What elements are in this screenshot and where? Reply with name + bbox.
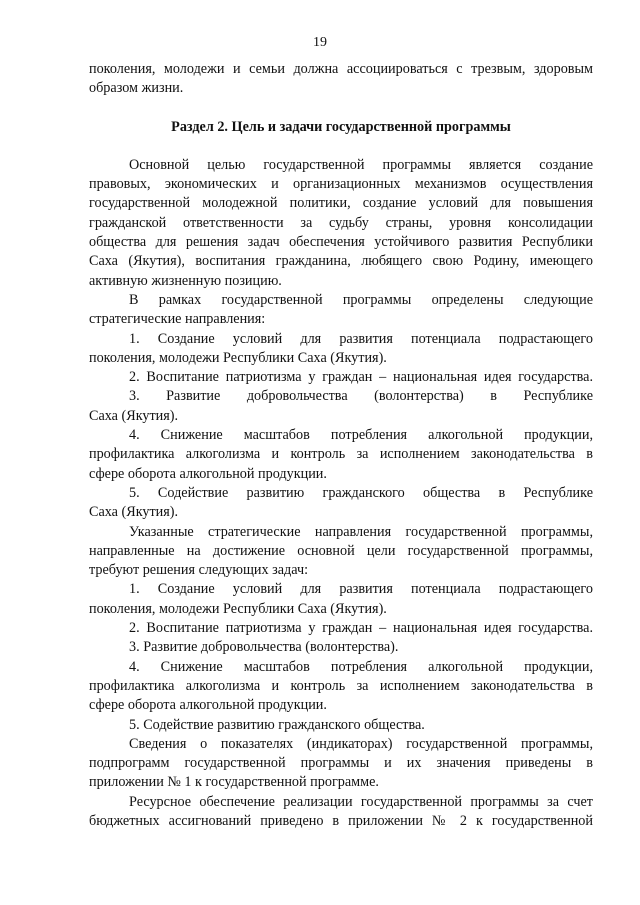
text-line: профилактика алкоголизма и контроль за исполнением законодательства в — [89, 446, 593, 463]
text-line: общества для решения задач обеспечения устойчивого развития Республики — [89, 234, 593, 251]
text-line: профилактика алкоголизма и контроль за исполнением законодательства в — [89, 677, 593, 694]
text-line: поколения, молодежи Республики Саха (Якутия). — [89, 600, 387, 617]
text-line: бюджетных ассигнований приведено в приложении № 2 к государственной — [89, 812, 593, 829]
text-line: 3. Развитие добровольчества (волонтерства) в Республике — [129, 388, 593, 405]
text-line: 1. Создание условий для развития потенциала подрастающего — [129, 330, 593, 347]
text-line: сфере оборота алкогольной продукции. — [89, 465, 327, 482]
text-line: стратегические направления: — [89, 311, 266, 328]
text-line: 5. Содействие развитию гражданского общества. — [129, 716, 425, 733]
text-line: Саха (Якутия). — [89, 504, 179, 521]
text-line: требуют решения следующих задач: — [89, 562, 309, 579]
text-line: Саха (Якутия), воспитания гражданина, любящего свою Родину, имеющего — [89, 253, 593, 270]
text-line: 2. Воспитание патриотизма у граждан – национальная идея государства. — [129, 369, 593, 386]
page-content — [89, 60, 593, 831]
text-line: подпрограмм государственной программы и их значения приведены в — [89, 755, 593, 772]
text-line: активную жизненную позицию. — [89, 272, 282, 289]
text-line: 5. Содействие развитию гражданского общества в Республике — [129, 484, 593, 501]
text-line: Ресурсное обеспечение реализации государственной программы за счет — [129, 793, 593, 810]
text-line: 1. Создание условий для развития потенциала подрастающего — [129, 581, 593, 598]
text-line: 4. Снижение масштабов потребления алкогольной продукции, — [129, 658, 593, 675]
text-line: В рамках государственной программы определены следующие — [129, 291, 593, 308]
text-line: правовых, экономических и организационных механизмов осуществления — [89, 176, 593, 193]
text-line: поколения, молодежи Республики Саха (Якутия). — [89, 349, 387, 366]
text-line: Сведения о показателях (индикаторах) государственной программы, — [129, 735, 593, 752]
text-line: 2. Воспитание патриотизма у граждан – национальная идея государства. — [129, 620, 593, 637]
text-line: Основной целью государственной программы является создание — [129, 156, 593, 173]
page-number: 19 — [313, 35, 327, 50]
text-line: Саха (Якутия). — [89, 407, 179, 424]
text-line: 3. Развитие добровольчества (волонтерства). — [129, 639, 399, 656]
text-line: приложении № 1 к государственной программе. — [89, 774, 379, 791]
text-line: поколения, молодежи и семьи должна ассоциироваться с трезвым, здоровым — [89, 61, 593, 77]
text-line: государственной молодежной политики, создание условий для повышения — [89, 195, 593, 212]
section-body — [89, 156, 593, 831]
text-line: 4. Снижение масштабов потребления алкогольной продукции, — [129, 427, 593, 444]
text-line: сфере оборота алкогольной продукции. — [89, 697, 327, 714]
text-line: гражданской ответственности за судьбу страны, уровня консолидации — [89, 214, 593, 231]
text-line: образом жизни. — [89, 80, 184, 97]
text-line: направленные на достижение основной цели государственной программы, — [89, 542, 593, 559]
text-line: Указанные стратегические направления государственной программы, — [129, 523, 593, 540]
intro-paragraph — [89, 60, 593, 99]
section-heading: Раздел 2. Цель и задачи государственной программы — [171, 118, 511, 135]
